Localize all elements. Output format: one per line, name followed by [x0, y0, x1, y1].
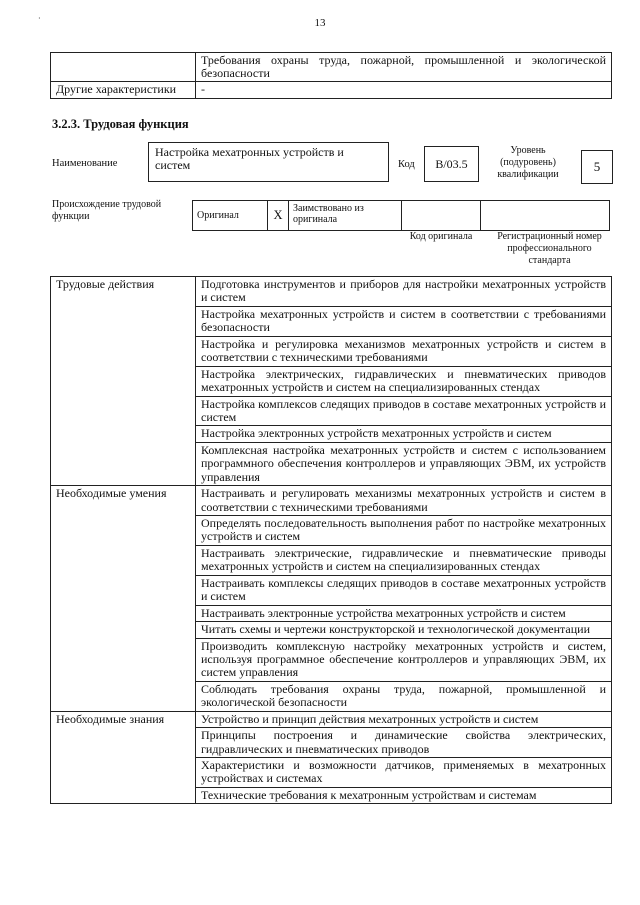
- list-item: Настройка электрических, гидравлических и пневматических приводов мехатронных устройств и систем на специализированных стендах: [196, 366, 612, 396]
- borrowed-label: Заимствовано из оригинала: [289, 201, 402, 231]
- list-item: Устройство и принцип действия мехатронных устройств и систем: [196, 711, 612, 727]
- list-item: Настраивать электрические, гидравлические и пневматические приводы мехатронных устройств и систем на специализированных стендах: [196, 545, 612, 575]
- scan-dot: ·: [38, 14, 41, 23]
- continuation-table: [50, 52, 612, 99]
- row-text: -: [196, 82, 612, 98]
- list-item: Соблюдать требования охраны труда, пожарной, промышленной и экологической безопасности: [196, 681, 612, 711]
- section-title: 3.2.3. Трудовая функция: [52, 117, 189, 131]
- row-label: Другие характеристики: [51, 82, 196, 98]
- list-item: Определять последовательность выполнения работ по настройке мехатронных устройств и систем: [196, 516, 612, 546]
- list-item: Комплексная настройка мехатронных устройств и систем с использованием программного обеспечения контроллеров и управляющих ЭВМ, их устройств управления: [196, 442, 612, 485]
- name-value: Настройка мехатронных устройств и систем: [148, 142, 389, 182]
- category-skills: Необходимые умения: [51, 486, 196, 712]
- table-row: [51, 277, 612, 307]
- code-original-cell: [402, 201, 481, 231]
- list-item: Настройка электронных устройств мехатронных устройств и систем: [196, 426, 612, 442]
- list-item: Подготовка инструментов и приборов для настройки мехатронных устройств и систем: [196, 277, 612, 307]
- reg-number-label: Регистрационный номер профессионального стандарта: [497, 231, 602, 266]
- original-mark: X: [268, 201, 289, 231]
- list-item: Характеристики и возможности датчиков, применяемых в мехатронных устройствах и системах: [196, 758, 612, 788]
- page-number: 13: [314, 17, 326, 29]
- code-value: B/03.5: [424, 146, 479, 182]
- list-item: Настройка комплексов следящих приводов в составе мехатронных устройств и систем: [196, 396, 612, 426]
- list-item: Технические требования к мехатронным устройствам и системам: [196, 787, 612, 803]
- original-label: Оригинал: [193, 201, 268, 231]
- list-item: Читать схемы и чертежи конструкторской и технологической документации: [196, 622, 612, 638]
- list-item: Настраивать комплексы следящих приводов в составе мехатронных устройств и систем: [196, 575, 612, 605]
- list-item: Настраивать электронные устройства мехатронных устройств и систем: [196, 605, 612, 621]
- code-original-label: Код оригинала: [409, 231, 473, 242]
- origin-label: Происхождение трудовой функции: [52, 199, 162, 222]
- level-label: Уровень (подуровень) квалификации: [497, 145, 559, 180]
- list-item: Настройка мехатронных устройств и систем в соответствии с требованиями безопасности: [196, 306, 612, 336]
- row-label: [51, 53, 196, 82]
- table-row: [51, 711, 612, 727]
- code-label: Код: [398, 159, 415, 170]
- table-row: [51, 53, 612, 82]
- origin-table: [192, 200, 610, 231]
- category-knowledge: Необходимые знания: [51, 711, 196, 804]
- list-item: Настройка и регулировка механизмов мехатронных устройств и систем в соответствии с техническими требованиями: [196, 336, 612, 366]
- table-row: [51, 82, 612, 98]
- list-item: Производить комплексную настройку мехатронных устройств и систем, используя программное обеспечение контроллеров и управляющих ЭВМ, их систем управления: [196, 638, 612, 681]
- list-item: Настраивать и регулировать механизмы мехатронных устройств и систем в соответствии с техническими требованиями: [196, 486, 612, 516]
- table-row: [51, 486, 612, 516]
- category-labor-actions: Трудовые действия: [51, 277, 196, 486]
- level-value: 5: [581, 150, 613, 184]
- list-item: Принципы построения и динамические свойства электрических, гидравлических и пневматических приводов: [196, 728, 612, 758]
- row-text: Требования охраны труда, пожарной, промышленной и экологической безопасности: [196, 53, 612, 82]
- reg-number-cell: [481, 201, 610, 231]
- function-table: [50, 276, 612, 804]
- name-label: Наименование: [52, 158, 118, 169]
